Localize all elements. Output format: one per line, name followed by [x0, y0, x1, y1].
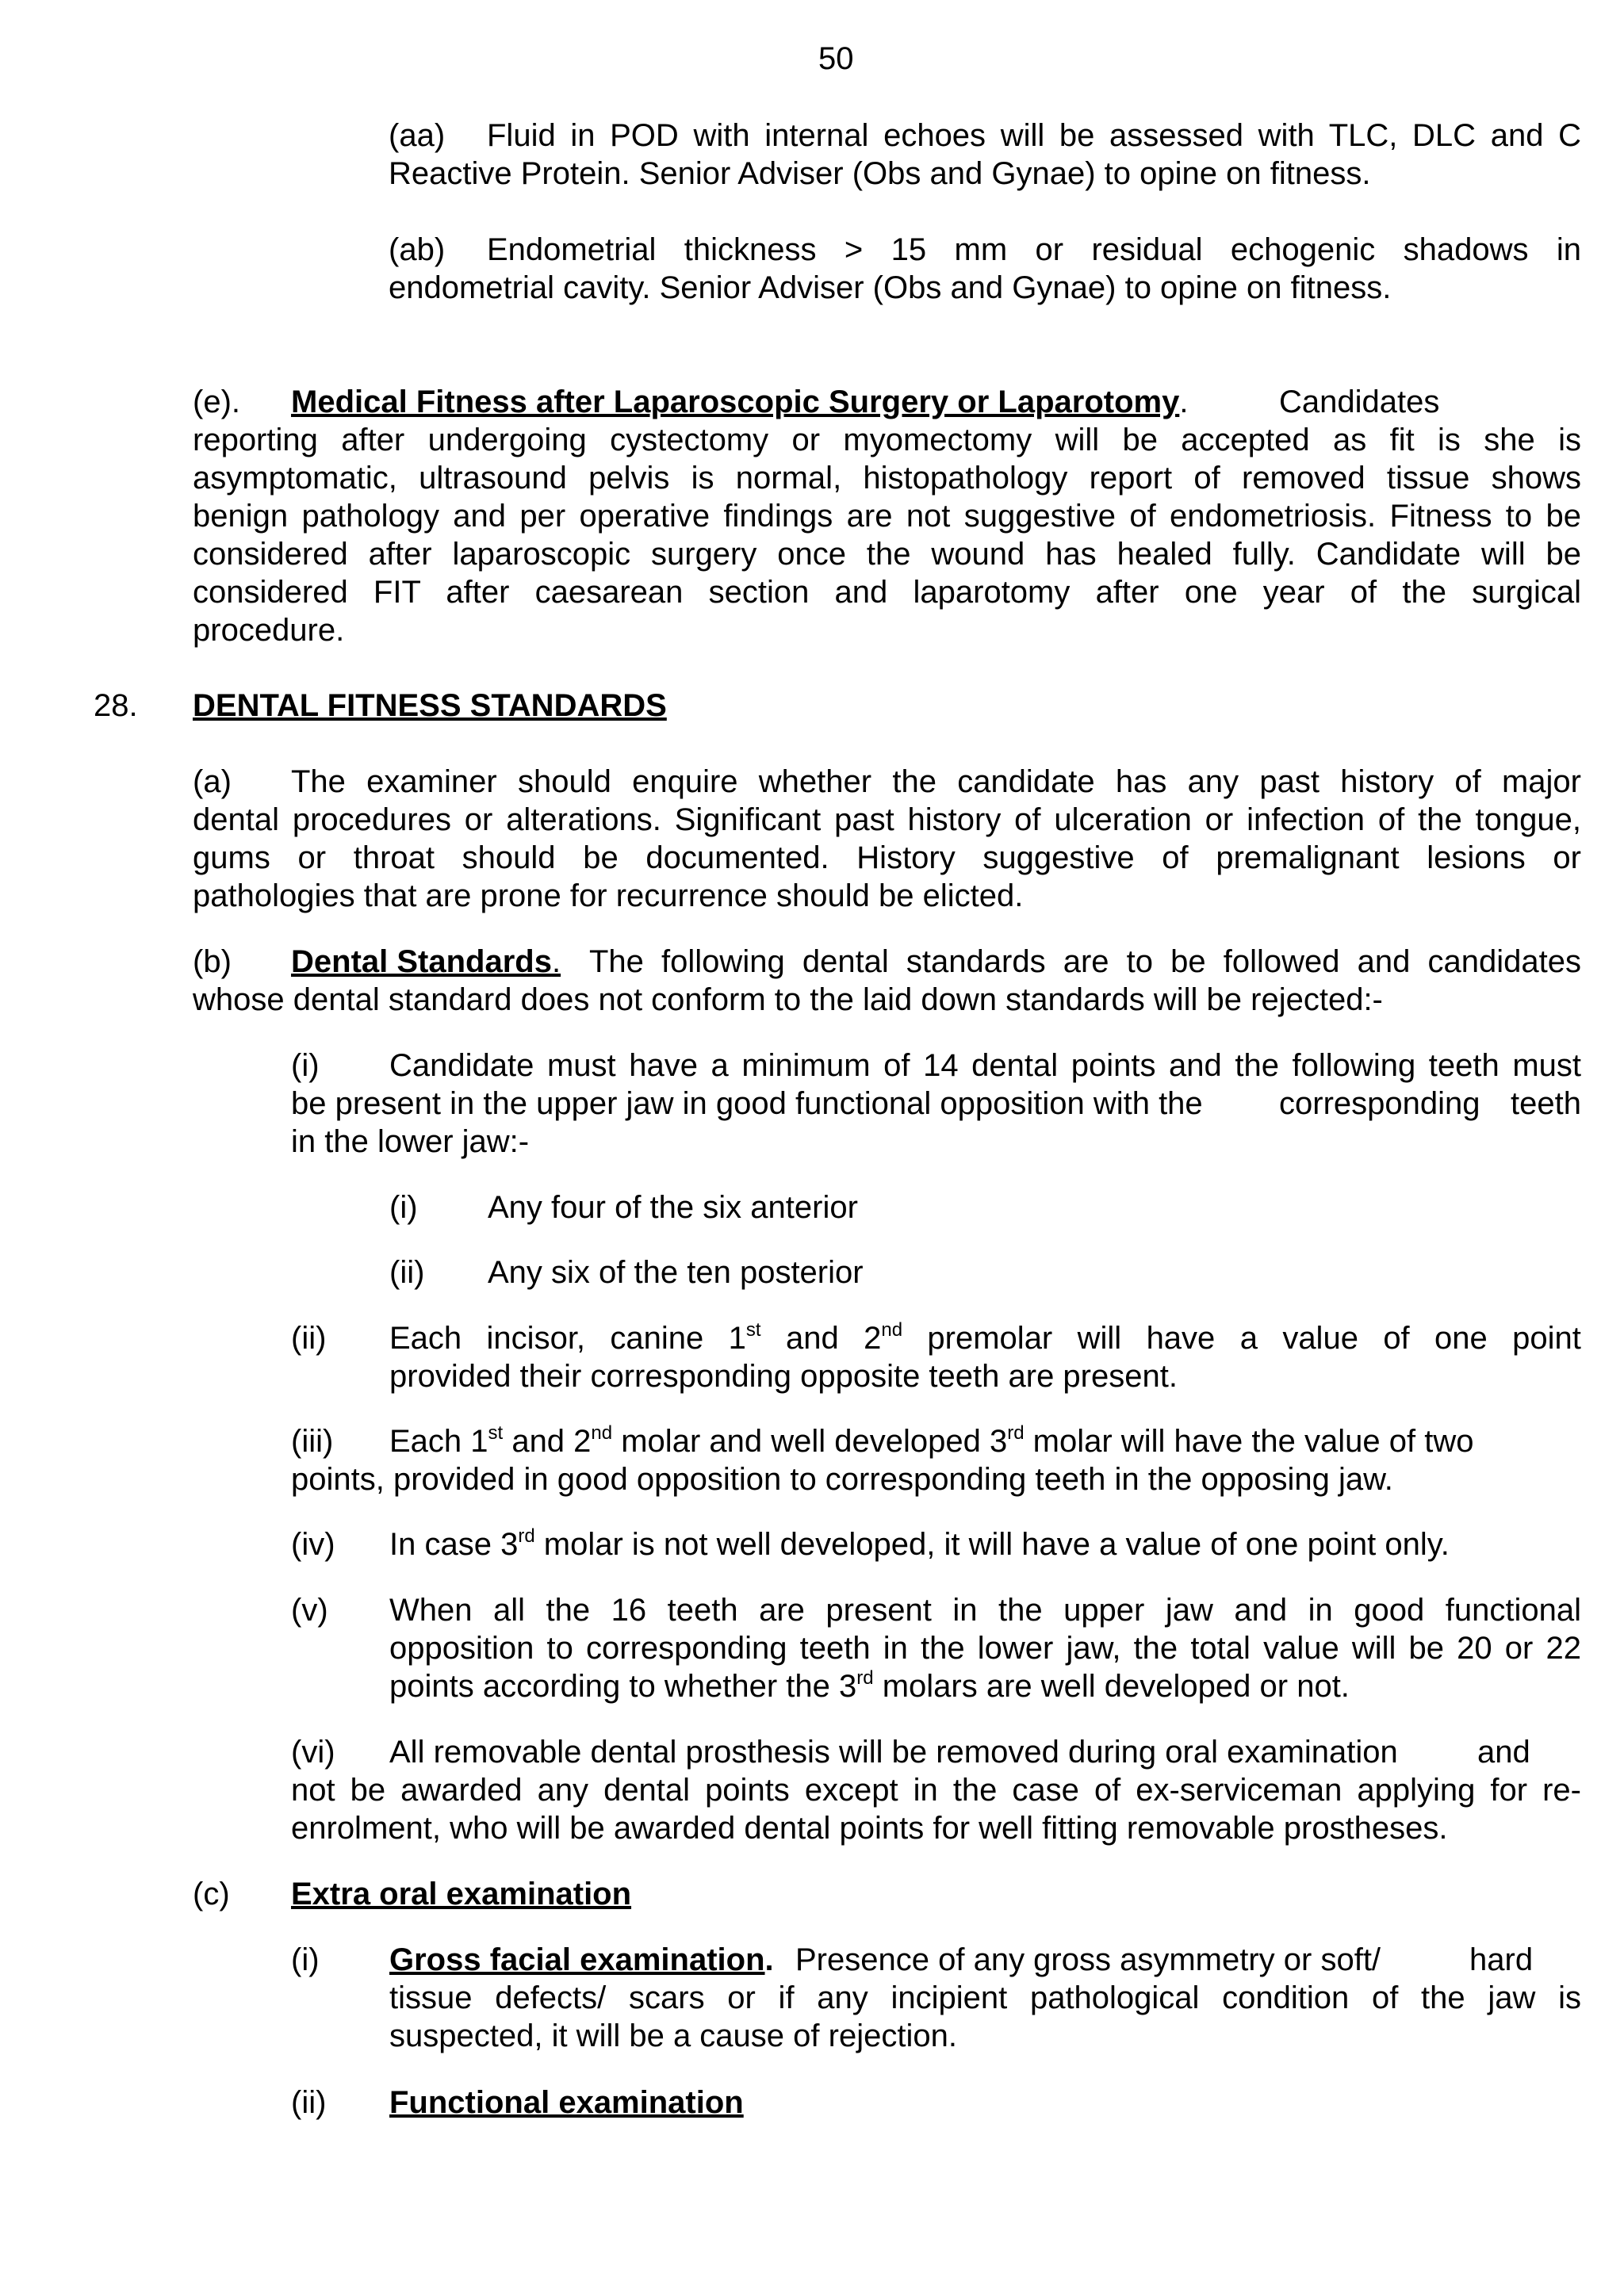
- item-ab-line1: Endometrial thickness > 15 mm or residual echogenic shadows in: [487, 232, 1581, 267]
- item-e-candidates: Candidates: [1279, 385, 1440, 419]
- item-b-heading-line: [291, 943, 561, 981]
- subitem-text: Any four of the six anterior: [488, 1190, 858, 1225]
- subitem-label: (i): [389, 1190, 418, 1225]
- item-c-i-line3: suspected, it will be a cause of rejection.: [389, 2019, 957, 2053]
- item-b-i-line2a: be present in the upper jaw in good functional opposition with the: [291, 1086, 1203, 1121]
- item-aa-label: (aa): [389, 118, 446, 153]
- item-b-iv-text: In case 3rd molar is not well developed, it will have a value of one point only.: [389, 1525, 1450, 1562]
- item-c-label: (c): [193, 1877, 230, 1911]
- item-a-line1: The examiner should enquire whether the candidate has any past history of major: [291, 764, 1581, 799]
- word: one: [1434, 1321, 1488, 1356]
- item-aa-line2: Reactive Protein. Senior Adviser (Obs and Gynae) to opine on fitness.: [389, 156, 1371, 191]
- item-b-heading: Dental Standards: [291, 944, 552, 979]
- item-b-vi-label: (vi): [291, 1735, 335, 1770]
- item-b-i-line1: Candidate must have a minimum of 14 dental points and the following teeth must: [389, 1048, 1581, 1083]
- item-e-heading-line: [291, 383, 1188, 421]
- word: canine: [610, 1321, 704, 1356]
- item-a-line4: pathologies that are prone for recurrence should be elicted.: [193, 878, 1024, 913]
- item-c-heading: Extra oral examination: [291, 1877, 632, 1911]
- item-c-i-label: (i): [291, 1942, 320, 1977]
- item-c-i-line1-end: hard: [1469, 1942, 1534, 1977]
- item-b-vi-line1b: and: [1477, 1735, 1530, 1770]
- item-b-ii-line1: [389, 1319, 1581, 1357]
- item-c-i-line2: tissue defects/ scars or if any incipient pathological condition of the jaw is: [389, 1980, 1581, 2015]
- item-b-ii-label: (ii): [291, 1321, 327, 1356]
- word: point: [1512, 1321, 1581, 1356]
- item-b-line2: whose dental standard does not conform to the laid down standards will be rejected:-: [193, 982, 1383, 1017]
- item-c-i-heading-period: .: [764, 1942, 774, 1977]
- item-b-v-label: (v): [291, 1593, 328, 1628]
- item-c-ii-label: (ii): [291, 2085, 327, 2120]
- item-b-vi-line2: not be awarded any dental points except in the case of ex-serviceman applying for re-: [291, 1773, 1581, 1808]
- item-b-label: (b): [193, 944, 232, 979]
- item-e-heading-period: .: [1179, 385, 1189, 419]
- subitem-label: (ii): [389, 1255, 425, 1290]
- item-b-v-line3: points according to whether the 3rd molars are well developed or not.: [389, 1667, 1350, 1704]
- item-a-line3: gums or throat should be documented. History suggestive of premalignant lesions or: [193, 840, 1581, 875]
- item-b-iv-label: (iv): [291, 1527, 335, 1562]
- word-ordinal: 2nd: [864, 1319, 903, 1356]
- item-e-line: asymptomatic, ultrasound pelvis is normal, histopathology report of removed tissue shows: [193, 461, 1581, 496]
- item-a-line2: dental procedures or alterations. Significant past history of ulceration or infection of the tongue,: [193, 802, 1581, 837]
- item-a-label: (a): [193, 764, 232, 799]
- word: incisor,: [486, 1321, 586, 1356]
- item-e-line: considered FIT after caesarean section and laparotomy after one year of the surgical: [193, 575, 1581, 610]
- word: Each: [389, 1321, 462, 1356]
- item-c-ii-heading: Functional examination: [389, 2085, 744, 2120]
- item-c-i-line1-tail: Presence of any gross asymmetry or soft/: [795, 1942, 1381, 1977]
- item-b-i-line2b: corresponding teeth: [1279, 1086, 1581, 1121]
- word: of: [1383, 1321, 1410, 1356]
- word: and: [785, 1321, 839, 1356]
- item-b-v-line2: opposition to corresponding teeth in the lower jaw, the total value will be 20 or 22: [389, 1631, 1581, 1666]
- item-b-iii-line2: points, provided in good opposition to corresponding teeth in the opposing jaw.: [291, 1462, 1393, 1497]
- item-c-i-heading-line: [389, 1941, 774, 1979]
- item-c-i-heading: Gross facial examination: [389, 1942, 765, 1977]
- section-title: DENTAL FITNESS STANDARDS: [193, 688, 667, 723]
- item-b-v-line1: When all the 16 teeth are present in the upper jaw and in good functional: [389, 1593, 1581, 1628]
- item-e-label: (e).: [193, 385, 240, 419]
- item-b-ii-line2: provided their corresponding opposite teeth are present.: [389, 1359, 1178, 1394]
- item-b-i-line3: in the lower jaw:-: [291, 1124, 530, 1159]
- item-aa-line1: Fluid in POD with internal echoes will be assessed with TLC, DLC and C: [487, 118, 1581, 153]
- item-b-line1-tail: The following dental standards are to be followed and candidates: [589, 944, 1581, 979]
- item-b-vi-line1a: All removable dental prosthesis will be removed during oral examination: [389, 1735, 1398, 1770]
- item-e-line: benign pathology and per operative findings are not suggestive of endometriosis. Fitness to be: [193, 499, 1581, 534]
- section-number: 28.: [94, 688, 138, 723]
- item-e-line: considered after laparoscopic surgery once the wound has healed fully. Candidate will be: [193, 537, 1581, 572]
- subitem-text: Any six of the ten posterior: [488, 1255, 864, 1290]
- item-b-i-label: (i): [291, 1048, 320, 1083]
- word: a: [1239, 1321, 1258, 1356]
- word: have: [1146, 1321, 1216, 1356]
- word: value: [1282, 1321, 1358, 1356]
- word-ordinal: 1st: [728, 1319, 761, 1356]
- item-e-last-line: procedure.: [193, 613, 345, 648]
- page-number: 50: [818, 41, 854, 76]
- item-ab-line2: endometrial cavity. Senior Adviser (Obs and Gynae) to opine on fitness.: [389, 270, 1392, 305]
- item-b-vi-line3: enrolment, who will be awarded dental points for well fitting removable prostheses.: [291, 1811, 1448, 1846]
- word: will: [1077, 1321, 1122, 1356]
- item-b-iii-label: (iii): [291, 1424, 334, 1459]
- item-b-iii-line1: Each 1st and 2nd molar and well developed 3rd molar will have the value of two: [389, 1422, 1474, 1459]
- item-b-heading-period: .: [551, 944, 561, 979]
- item-e-line: reporting after undergoing cystectomy or myomectomy will be accepted as fit is she is: [193, 423, 1581, 457]
- item-e-heading: Medical Fitness after Laparoscopic Surgery or Laparotomy: [291, 385, 1180, 419]
- item-ab-label: (ab): [389, 232, 446, 267]
- word: premolar: [927, 1321, 1053, 1356]
